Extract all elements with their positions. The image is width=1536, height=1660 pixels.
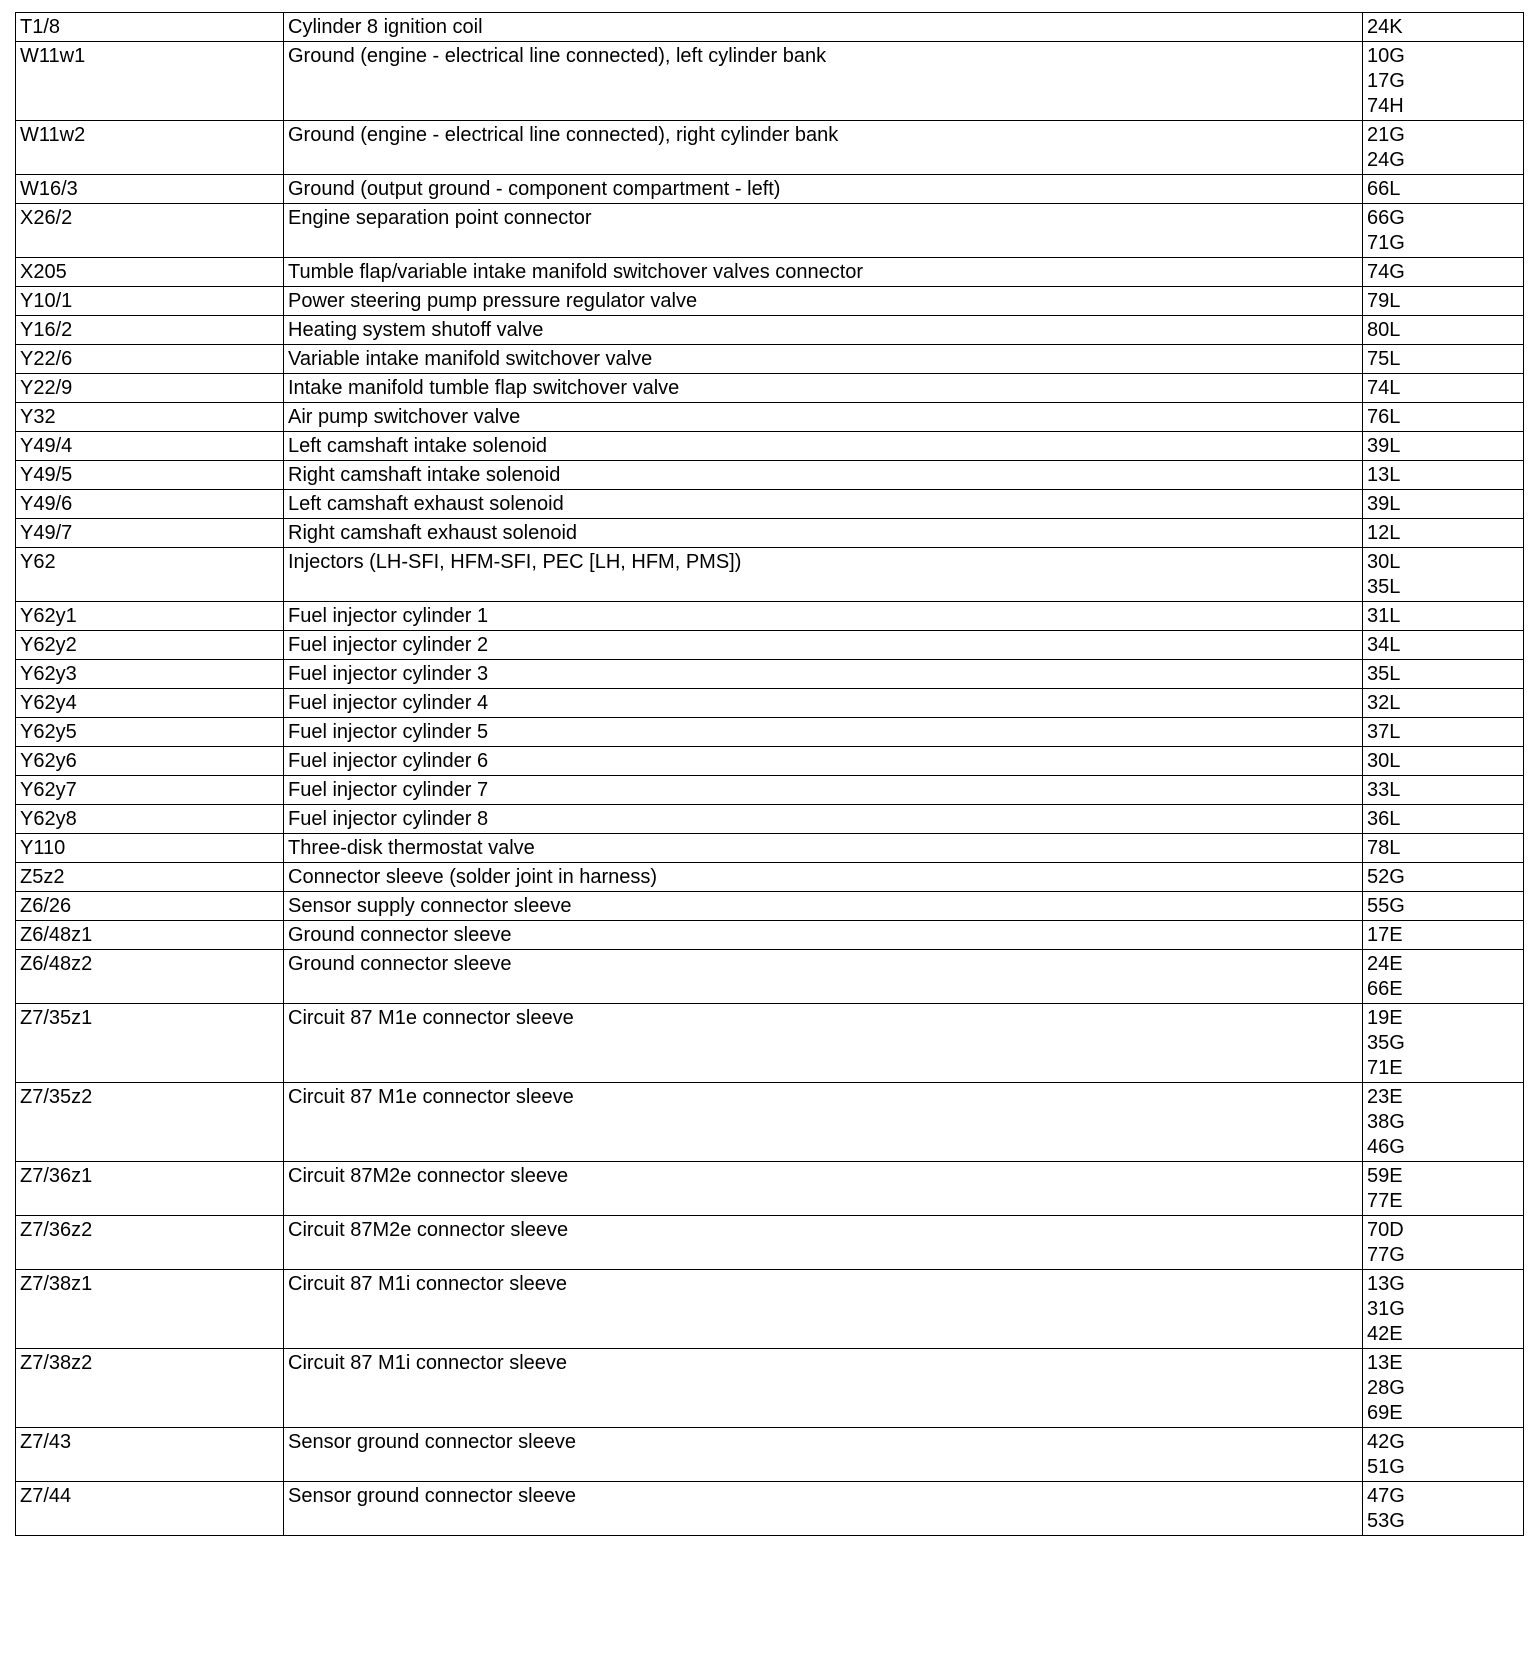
component-code: Y62y4	[16, 689, 284, 718]
grid-locations	[1363, 490, 1524, 519]
grid-location: 13G	[1367, 1273, 1405, 1295]
component-code: Y32	[16, 403, 284, 432]
component-code: Y49/7	[16, 519, 284, 548]
component-code: Z7/44	[16, 1482, 284, 1536]
table-row	[16, 1216, 1524, 1270]
grid-locations	[1363, 602, 1524, 631]
grid-location: 24G	[1367, 149, 1405, 171]
grid-location: 77E	[1367, 1190, 1403, 1212]
grid-location: 10G	[1367, 45, 1405, 67]
component-description: Right camshaft exhaust solenoid	[284, 519, 1363, 548]
grid-locations	[1363, 921, 1524, 950]
table-row	[16, 950, 1524, 1004]
component-description: Left camshaft intake solenoid	[284, 432, 1363, 461]
component-description: Circuit 87 M1e connector sleeve	[284, 1004, 1363, 1083]
grid-location: 31L	[1367, 605, 1401, 627]
grid-locations	[1363, 1349, 1524, 1428]
component-code: Y62y6	[16, 747, 284, 776]
grid-location: 53G	[1367, 1510, 1405, 1532]
component-description: Ground connector sleeve	[284, 950, 1363, 1004]
component-description: Sensor supply connector sleeve	[284, 892, 1363, 921]
component-code: X205	[16, 258, 284, 287]
grid-location: 46G	[1367, 1136, 1405, 1158]
grid-location: 52G	[1367, 866, 1405, 888]
table-row	[16, 548, 1524, 602]
grid-location: 34L	[1367, 634, 1401, 656]
component-code: Z7/38z2	[16, 1349, 284, 1428]
grid-locations	[1363, 461, 1524, 490]
component-description: Power steering pump pressure regulator valve	[284, 287, 1363, 316]
component-code: Y62y8	[16, 805, 284, 834]
component-code: Y62y2	[16, 631, 284, 660]
grid-location: 12L	[1367, 522, 1401, 544]
component-description: Circuit 87 M1i connector sleeve	[284, 1270, 1363, 1349]
grid-locations	[1363, 747, 1524, 776]
component-code: Y22/9	[16, 374, 284, 403]
grid-location: 69E	[1367, 1402, 1403, 1424]
component-code: Z6/48z2	[16, 950, 284, 1004]
component-code: Z7/35z2	[16, 1083, 284, 1162]
component-code: Y49/5	[16, 461, 284, 490]
table-row	[16, 1083, 1524, 1162]
component-code: Y62y5	[16, 718, 284, 747]
component-code: Y10/1	[16, 287, 284, 316]
component-description: Circuit 87M2e connector sleeve	[284, 1162, 1363, 1216]
grid-location: 66G	[1367, 207, 1405, 229]
component-description: Tumble flap/variable intake manifold switchover valves connector	[284, 258, 1363, 287]
grid-locations	[1363, 1270, 1524, 1349]
grid-locations	[1363, 863, 1524, 892]
component-description: Fuel injector cylinder 1	[284, 602, 1363, 631]
grid-locations	[1363, 1216, 1524, 1270]
table-row	[16, 374, 1524, 403]
table-row	[16, 345, 1524, 374]
component-description: Right camshaft intake solenoid	[284, 461, 1363, 490]
grid-locations	[1363, 892, 1524, 921]
grid-location: 30L	[1367, 750, 1401, 772]
table-row	[16, 490, 1524, 519]
component-description: Sensor ground connector sleeve	[284, 1428, 1363, 1482]
component-code: Y49/6	[16, 490, 284, 519]
component-description: Air pump switchover valve	[284, 403, 1363, 432]
grid-location: 21G	[1367, 124, 1405, 146]
grid-locations	[1363, 519, 1524, 548]
grid-locations	[1363, 204, 1524, 258]
grid-location: 31G	[1367, 1298, 1405, 1320]
grid-location: 35L	[1367, 663, 1401, 685]
grid-location: 19E	[1367, 1007, 1403, 1029]
grid-location: 32L	[1367, 692, 1401, 714]
component-description: Left camshaft exhaust solenoid	[284, 490, 1363, 519]
table-row	[16, 403, 1524, 432]
grid-location: 66E	[1367, 978, 1403, 1000]
component-description: Ground connector sleeve	[284, 921, 1363, 950]
component-code: Y62y1	[16, 602, 284, 631]
component-code: Y110	[16, 834, 284, 863]
grid-location: 13E	[1367, 1352, 1403, 1374]
component-code: Z7/38z1	[16, 1270, 284, 1349]
component-description: Variable intake manifold switchover valve	[284, 345, 1363, 374]
grid-location: 77G	[1367, 1244, 1405, 1266]
table-row	[16, 1162, 1524, 1216]
grid-locations	[1363, 950, 1524, 1004]
component-code: Z5z2	[16, 863, 284, 892]
table-row	[16, 316, 1524, 345]
grid-locations	[1363, 432, 1524, 461]
component-description: Cylinder 8 ignition coil	[284, 13, 1363, 42]
grid-location: 30L	[1367, 551, 1401, 573]
grid-location: 59E	[1367, 1165, 1403, 1187]
component-description: Ground (output ground - component compartment - left)	[284, 175, 1363, 204]
grid-location: 17E	[1367, 924, 1403, 946]
table-row	[16, 519, 1524, 548]
grid-location: 13L	[1367, 464, 1401, 486]
grid-locations	[1363, 316, 1524, 345]
table-row	[16, 461, 1524, 490]
table-row	[16, 432, 1524, 461]
grid-location: 66L	[1367, 178, 1401, 200]
table-row	[16, 834, 1524, 863]
grid-locations	[1363, 631, 1524, 660]
grid-location: 42G	[1367, 1431, 1405, 1453]
component-code: Y16/2	[16, 316, 284, 345]
component-description: Three-disk thermostat valve	[284, 834, 1363, 863]
component-description: Connector sleeve (solder joint in harness)	[284, 863, 1363, 892]
grid-locations	[1363, 689, 1524, 718]
component-code: Y62	[16, 548, 284, 602]
table-row	[16, 602, 1524, 631]
component-description: Fuel injector cylinder 8	[284, 805, 1363, 834]
component-code: Y22/6	[16, 345, 284, 374]
grid-location: 28G	[1367, 1377, 1405, 1399]
component-description: Heating system shutoff valve	[284, 316, 1363, 345]
component-description: Fuel injector cylinder 2	[284, 631, 1363, 660]
component-code: Z7/35z1	[16, 1004, 284, 1083]
component-description: Circuit 87 M1e connector sleeve	[284, 1083, 1363, 1162]
grid-locations	[1363, 1162, 1524, 1216]
component-description: Fuel injector cylinder 5	[284, 718, 1363, 747]
grid-locations	[1363, 1482, 1524, 1536]
grid-locations	[1363, 345, 1524, 374]
grid-location: 42E	[1367, 1323, 1403, 1345]
component-code: Z7/43	[16, 1428, 284, 1482]
component-code: Z7/36z2	[16, 1216, 284, 1270]
component-code: W11w1	[16, 42, 284, 121]
grid-locations	[1363, 287, 1524, 316]
component-code: Z6/26	[16, 892, 284, 921]
grid-locations	[1363, 834, 1524, 863]
grid-locations	[1363, 1083, 1524, 1162]
table-row	[16, 631, 1524, 660]
grid-location: 74G	[1367, 261, 1405, 283]
grid-locations	[1363, 776, 1524, 805]
grid-location: 74L	[1367, 377, 1401, 399]
table-row	[16, 1428, 1524, 1482]
grid-location: 39L	[1367, 435, 1401, 457]
table-row	[16, 42, 1524, 121]
grid-location: 78L	[1367, 837, 1401, 859]
component-code: X26/2	[16, 204, 284, 258]
component-description: Intake manifold tumble flap switchover valve	[284, 374, 1363, 403]
grid-location: 70D	[1367, 1219, 1404, 1241]
grid-locations	[1363, 374, 1524, 403]
component-description: Fuel injector cylinder 6	[284, 747, 1363, 776]
component-code: W11w2	[16, 121, 284, 175]
grid-location: 76L	[1367, 406, 1401, 428]
grid-location: 55G	[1367, 895, 1405, 917]
grid-locations	[1363, 1428, 1524, 1482]
component-description: Fuel injector cylinder 4	[284, 689, 1363, 718]
table-row	[16, 660, 1524, 689]
table-row	[16, 776, 1524, 805]
component-description: Circuit 87M2e connector sleeve	[284, 1216, 1363, 1270]
grid-location: 37L	[1367, 721, 1401, 743]
grid-locations	[1363, 175, 1524, 204]
grid-location: 23E	[1367, 1086, 1403, 1108]
component-description: Fuel injector cylinder 7	[284, 776, 1363, 805]
table-row	[16, 175, 1524, 204]
component-code: W16/3	[16, 175, 284, 204]
grid-location: 47G	[1367, 1485, 1405, 1507]
grid-location: 24E	[1367, 953, 1403, 975]
grid-location: 35G	[1367, 1032, 1405, 1054]
grid-location: 74H	[1367, 95, 1404, 117]
grid-locations	[1363, 1004, 1524, 1083]
component-description: Circuit 87 M1i connector sleeve	[284, 1349, 1363, 1428]
table-row	[16, 747, 1524, 776]
grid-location: 71G	[1367, 232, 1405, 254]
table-row	[16, 863, 1524, 892]
grid-location: 75L	[1367, 348, 1401, 370]
table-row	[16, 1349, 1524, 1428]
grid-locations	[1363, 548, 1524, 602]
component-description: Fuel injector cylinder 3	[284, 660, 1363, 689]
table-row	[16, 921, 1524, 950]
grid-locations	[1363, 660, 1524, 689]
grid-location: 51G	[1367, 1456, 1405, 1478]
grid-locations	[1363, 121, 1524, 175]
grid-location: 36L	[1367, 808, 1401, 830]
table-row	[16, 805, 1524, 834]
table-row	[16, 689, 1524, 718]
component-code: Z7/36z1	[16, 1162, 284, 1216]
component-description: Engine separation point connector	[284, 204, 1363, 258]
grid-locations	[1363, 13, 1524, 42]
table-row	[16, 258, 1524, 287]
component-description: Sensor ground connector sleeve	[284, 1482, 1363, 1536]
grid-locations	[1363, 42, 1524, 121]
table-row	[16, 1270, 1524, 1349]
component-description: Injectors (LH-SFI, HFM-SFI, PEC [LH, HFM, PMS])	[284, 548, 1363, 602]
table-row	[16, 13, 1524, 42]
grid-locations	[1363, 718, 1524, 747]
component-description: Ground (engine - electrical line connected), left cylinder bank	[284, 42, 1363, 121]
grid-locations	[1363, 258, 1524, 287]
component-code: Y62y3	[16, 660, 284, 689]
table-row	[16, 204, 1524, 258]
component-legend-table	[15, 12, 1524, 1536]
grid-location: 35L	[1367, 576, 1401, 598]
component-code: Z6/48z1	[16, 921, 284, 950]
grid-location: 79L	[1367, 290, 1401, 312]
table-row	[16, 718, 1524, 747]
grid-location: 71E	[1367, 1057, 1403, 1079]
grid-location: 33L	[1367, 779, 1401, 801]
legend-body	[16, 13, 1524, 1536]
grid-location: 39L	[1367, 493, 1401, 515]
grid-location: 24K	[1367, 16, 1403, 38]
table-row	[16, 121, 1524, 175]
component-code: Y49/4	[16, 432, 284, 461]
component-code: Y62y7	[16, 776, 284, 805]
table-row	[16, 1482, 1524, 1536]
grid-location: 38G	[1367, 1111, 1405, 1133]
grid-location: 80L	[1367, 319, 1401, 341]
component-code: T1/8	[16, 13, 284, 42]
table-row	[16, 892, 1524, 921]
grid-location: 17G	[1367, 70, 1405, 92]
table-row	[16, 287, 1524, 316]
grid-locations	[1363, 805, 1524, 834]
component-description: Ground (engine - electrical line connected), right cylinder bank	[284, 121, 1363, 175]
grid-locations	[1363, 403, 1524, 432]
table-row	[16, 1004, 1524, 1083]
